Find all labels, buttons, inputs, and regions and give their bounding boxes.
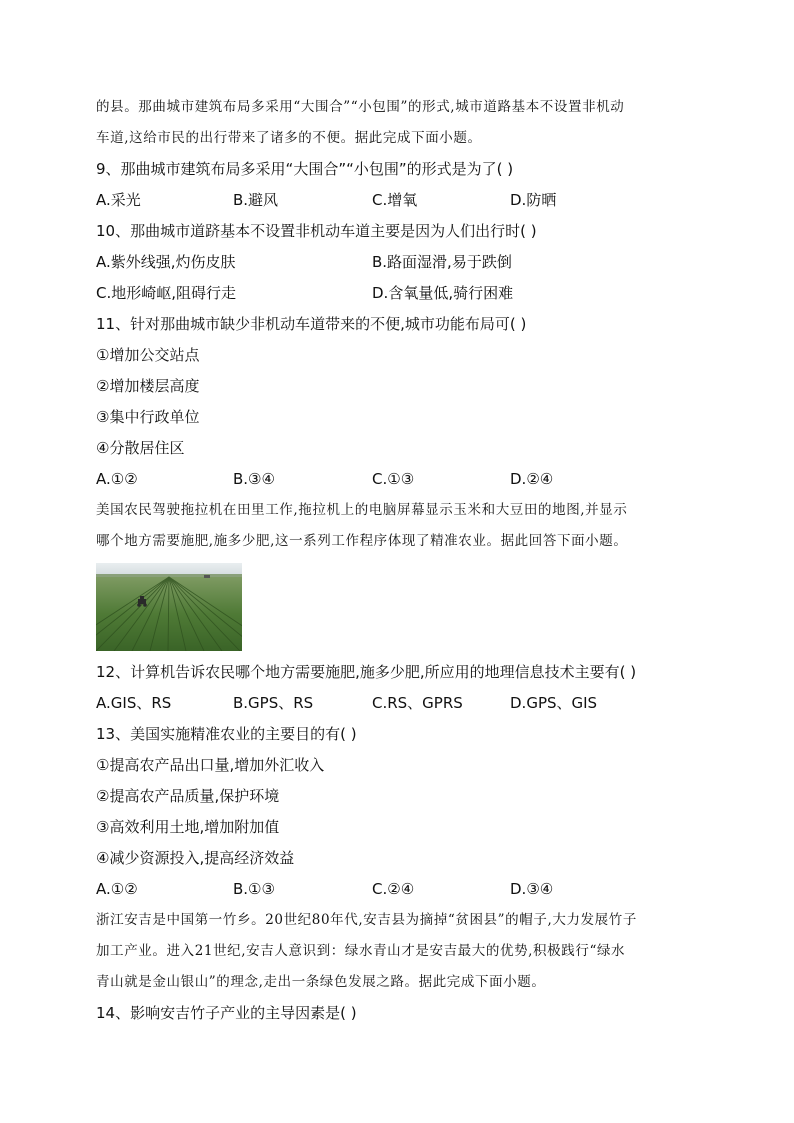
q11-option-a[interactable]: A.①② [96,470,138,488]
q11-item-2: ②增加楼层高度 [96,377,200,395]
q9-option-a[interactable]: A.采光 [96,191,141,209]
q13-option-c[interactable]: C.②④ [372,880,415,898]
passage-line: 加工产业。进入21世纪,安吉人意识到：绿水青山才是安吉最大的优势,积极践行“绿水 [96,943,626,959]
q11-option-d[interactable]: D.②④ [510,470,554,488]
q10-option-a[interactable]: A.紫外线强,灼伤皮肤 [96,253,236,271]
q13-item-3: ③高效利用土地,增加附加值 [96,818,280,836]
q9-option-b[interactable]: B.避风 [233,191,279,209]
q10-option-b[interactable]: B.路面湿滑,易于跌倒 [372,253,512,271]
passage-line: 浙江安吉是中国第一竹乡。20世纪80年代,安吉县为摘掉“贫困县”的帽子,大力发展竹子 [96,912,637,928]
farm-field-tractor-photo [96,563,242,651]
question-11-stem: 11、针对那曲城市缺少非机动车道带来的不便,城市功能布局可( ) [96,315,527,333]
q12-option-a[interactable]: A.GIS、RS [96,694,172,712]
question-13-stem: 13、美国实施精准农业的主要目的有( ) [96,725,357,743]
q12-option-d[interactable]: D.GPS、GIS [510,694,598,712]
q13-option-d[interactable]: D.③④ [510,880,554,898]
q9-option-c[interactable]: C.增氧 [372,191,418,209]
q13-item-2: ②提高农产品质量,保护环境 [96,787,280,805]
q11-item-3: ③集中行政单位 [96,408,200,426]
q9-option-d[interactable]: D.防晒 [510,191,557,209]
passage-line: 哪个地方需要施肥,施多少肥,这一系列工作程序体现了精准农业。据此回答下面小题。 [96,533,628,549]
q13-option-b[interactable]: B.①③ [233,880,275,898]
q13-option-a[interactable]: A.①② [96,880,138,898]
q13-item-4: ④减少资源投入,提高经济效益 [96,849,295,867]
q11-option-c[interactable]: C.①③ [372,470,415,488]
question-10-stem: 10、那曲城市道跻基本不设置非机动车道主要是因为人们出行时( ) [96,222,537,240]
q13-item-1: ①提高农产品出口量,增加外汇收入 [96,756,325,774]
q11-item-1: ①增加公交站点 [96,346,200,364]
q10-option-d[interactable]: D.含氧量低,骑行困难 [372,284,514,302]
question-9-stem: 9、那曲城市建筑布局多采用“大围合”“小包围”的形式是为了( ) [96,160,514,178]
passage-line: 的县。那曲城市建筑布局多采用“大围合”“小包围”的形式,城市道路基本不设置非机动 [96,99,625,115]
question-12-stem: 12、计算机告诉农民哪个地方需要施肥,施多少肥,所应用的地理信息技术主要有( ) [96,663,637,681]
q12-option-c[interactable]: C.RS、GPRS [372,694,463,712]
question-14-stem: 14、影响安吉竹子产业的主导因素是( ) [96,1004,357,1022]
passage-line: 青山就是金山银山”的理念,走出一条绿色发展之路。据此完成下面小题。 [96,974,546,990]
passage-line: 车道,这给市民的出行带来了诸多的不便。据此完成下面小题。 [96,130,482,146]
q11-option-b[interactable]: B.③④ [233,470,275,488]
passage-line: 美国农民驾驶拖拉机在田里工作,拖拉机上的电脑屏幕显示玉米和大豆田的地图,并显示 [96,502,628,518]
q10-option-c[interactable]: C.地形崎岖,阻碍行走 [96,284,237,302]
q11-item-4: ④分散居住区 [96,439,185,457]
q12-option-b[interactable]: B.GPS、RS [233,694,314,712]
